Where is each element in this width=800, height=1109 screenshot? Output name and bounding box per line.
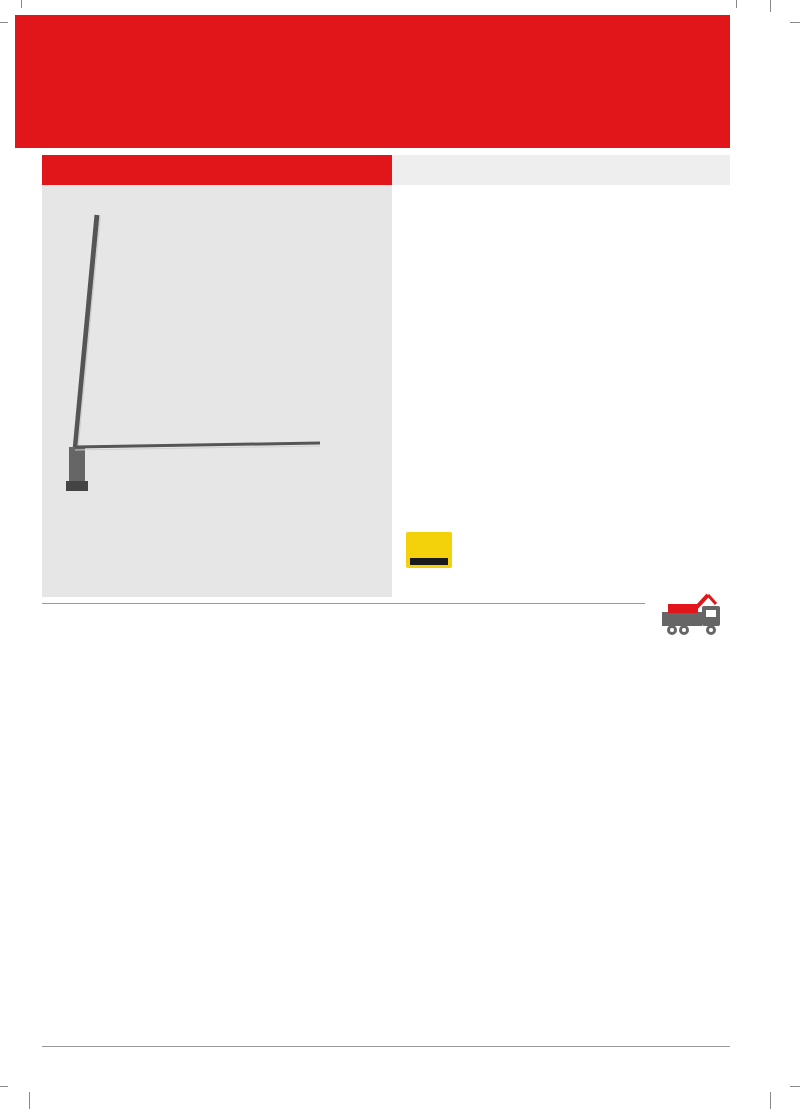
truck-crane-icon — [660, 592, 724, 640]
spec-title-bar — [392, 155, 730, 185]
hd-paint-logo — [406, 532, 452, 568]
crane-base — [66, 481, 88, 491]
crane-drawing — [66, 215, 320, 491]
footer-divider — [42, 1046, 730, 1047]
crop-mark — [736, 0, 737, 8]
crop-mark — [29, 1092, 30, 1109]
crop-mark — [790, 22, 800, 23]
crane-boom — [75, 215, 97, 450]
crop-mark — [0, 1086, 8, 1087]
crop-mark — [790, 1086, 800, 1087]
header-red-band — [15, 15, 730, 148]
section-divider — [42, 603, 645, 604]
crop-mark — [770, 1092, 771, 1109]
crop-mark — [21, 0, 22, 8]
crop-mark — [770, 0, 771, 12]
model-title-bar — [42, 155, 392, 185]
load-chart-panel — [42, 185, 392, 597]
load-chart — [42, 185, 392, 597]
hd-paint-logo-protected — [410, 558, 448, 565]
crane-boom-highlight — [78, 217, 100, 447]
crop-mark — [0, 22, 8, 23]
